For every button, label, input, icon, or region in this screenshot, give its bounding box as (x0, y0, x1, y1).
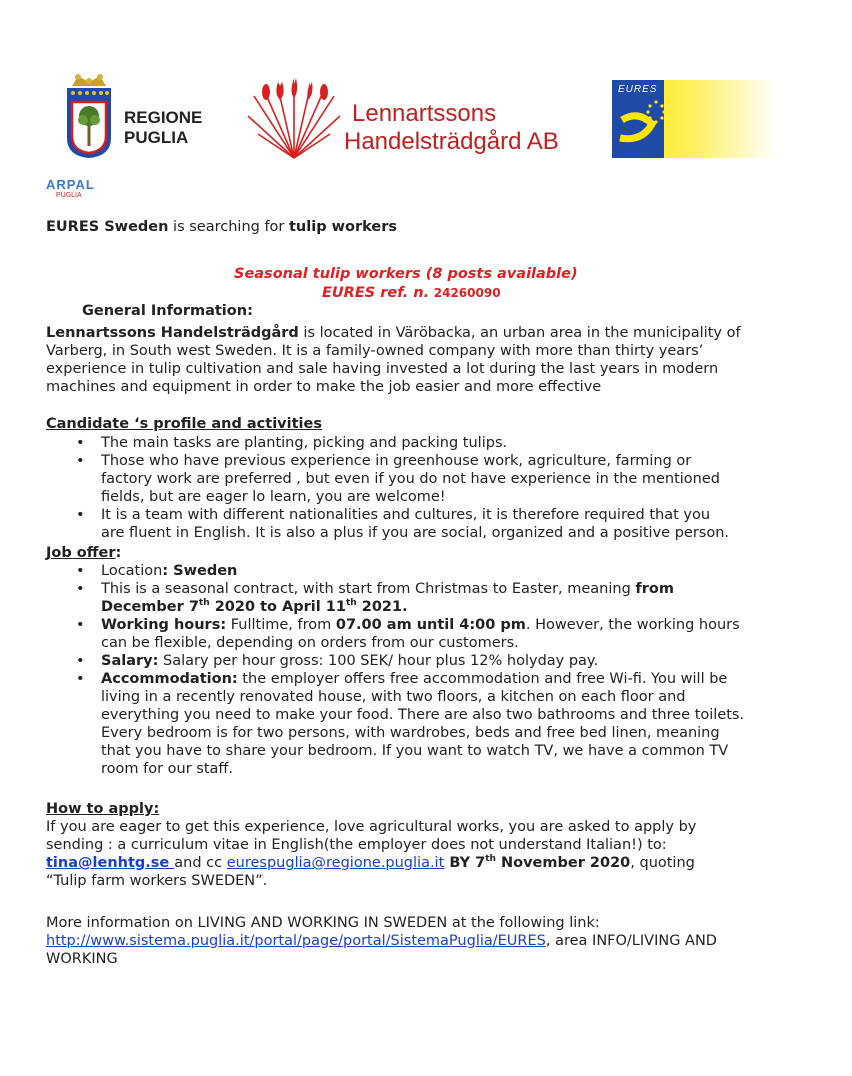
email-link-eurespuglia[interactable]: eurespuglia@regione.puglia.it (226, 855, 445, 871)
tulip-logo-icon (244, 76, 344, 160)
lennartssons-logo (244, 76, 574, 164)
regione-label: REGIONE (124, 108, 203, 127)
profile-heading: Candidate ‘s profile and activities (46, 416, 322, 432)
regione-puglia-emblem-icon (64, 72, 114, 160)
general-paragraph: Lennartssons Handelsträdgård is located in Väröbacka, an urban area in the municipality of Varberg, in South west Sweden. It is a family-owned company with more than thirty years’ experience in tulip cultivation and sale having invested a lot during the last years in modern machines and equipment in order to make the job easier and more effective (46, 325, 741, 395)
eures-logo (612, 80, 776, 158)
list-item: • Working hours: Fulltime, from 07.00 am until 4:00 pm. However, the working hours can be flexible, depending on orders from our customers. (76, 617, 740, 651)
eures-label: EURES (618, 84, 658, 95)
list-item: • It is a team with different nationalities and cultures, it is therefore required that you are fluent in English. It is also a plus if you are social, organized and a positive person. (76, 507, 730, 541)
more-info: More information on LIVING AND WORKING IN SWEDEN at the following link: http://www.sistema.puglia.it/portal/page/portal/SistemaPuglia/EURES, area INFO/LIVING AND WORKING (46, 915, 717, 967)
handelstradgard-name: Handelsträdgård AB (344, 128, 559, 155)
offer-list (46, 562, 826, 778)
apply-paragraph: If you are eager to get this experience, love agricultural works, you are asked to apply by sending : a curriculum vitae in English(the employer does not understand Italian!) to: tina@lenhtg.se and cc eurespuglia@regione.puglia.it BY 7th November 2020, quoting “Tulip farm workers SWEDEN”. (46, 819, 697, 889)
regione-puglia-logo (64, 72, 204, 162)
headline: EURES Sweden is searching for tulip workers (46, 219, 397, 235)
ref-number: 24260090 (433, 286, 501, 300)
email-link-tina[interactable]: tina@lenhtg.se (46, 855, 175, 871)
arpal-logo (46, 178, 116, 204)
sistema-puglia-link[interactable]: http://www.sistema.puglia.it/portal/page/portal/SistemaPuglia/EURES (46, 933, 546, 949)
profile-list (46, 434, 806, 542)
list-item: • This is a seasonal contract, with start from Christmas to Easter, meaning from December 7th 2020 to April 11th 2021. (76, 581, 674, 615)
puglia-label: PUGLIA (124, 128, 189, 147)
list-item: • The main tasks are planting, picking and packing tulips. (76, 435, 508, 451)
list-item: • Those who have previous experience in greenhouse work, agriculture, farming or factory work are preferred , but even if you do not have experience in the mentioned fields, but are eager lo learn, you are welcome! (76, 453, 720, 505)
eures-ref: EURES ref. n. 24260090 (322, 285, 501, 301)
apply-heading: How to apply: (46, 801, 160, 817)
offer-heading: Job offer: (46, 545, 122, 561)
arpal-puglia-label: PUGLIA (56, 192, 82, 199)
list-item: • Location: Sweden (76, 563, 238, 579)
lennartssons-name: Lennartssons (352, 100, 497, 127)
arpal-label: ARPAL (46, 177, 95, 192)
list-item: • Accommodation: the employer offers free accommodation and free Wi-fi. You will be living in a recently renovated house, with two floors, a kitchen on each floor and everything you need to make your food. There are also two bathrooms and three toilets. Every bedroom is for two persons, with wardrobes, beds and free bed linen, meaning that you have to share your bedroom. If you want to watch TV, we have a common TV room for our staff. (76, 671, 745, 777)
general-heading: General Information: (82, 303, 253, 319)
list-item: • Salary: Salary per hour gross: 100 SEK/ hour plus 12% holyday pay. (76, 653, 599, 669)
job-title: Seasonal tulip workers (8 posts available) (234, 266, 578, 282)
